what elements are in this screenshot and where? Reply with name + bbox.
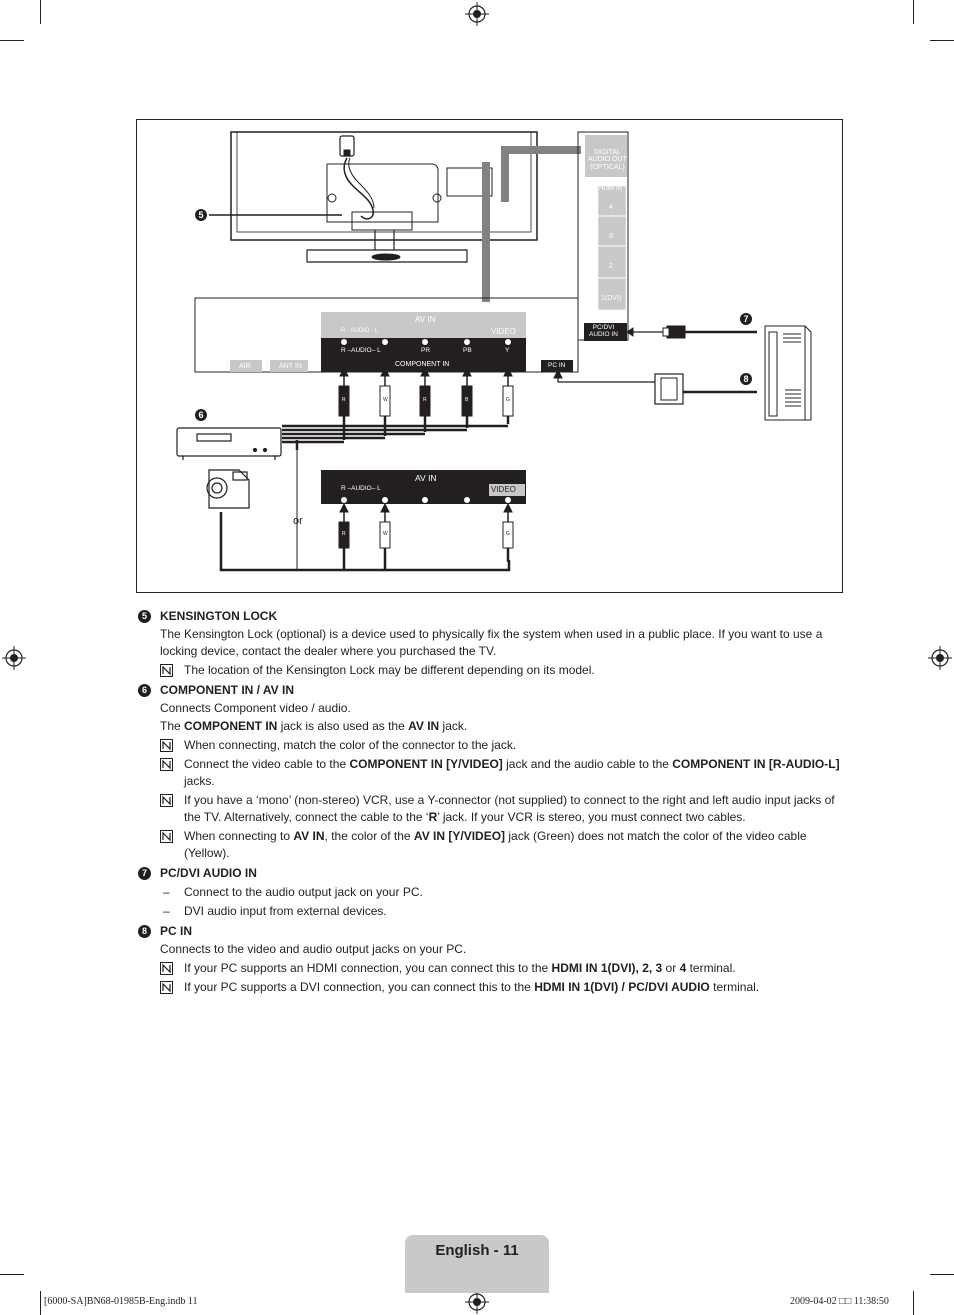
text-run-bold: HDMI IN 1(DVI) / PC/DVI AUDIO <box>534 980 710 994</box>
note-icon <box>160 830 173 843</box>
dash-text: DVI audio input from external devices. <box>184 904 387 918</box>
plug-letter: R <box>423 397 427 403</box>
r-audio-l-label: R –AUDIO– L <box>341 485 381 492</box>
av-cables <box>339 504 513 570</box>
video-label: VIDEO <box>491 485 516 494</box>
text-run-bold: HDMI IN 1(DVI), 2, 3 <box>551 961 663 975</box>
pb-label: PB <box>463 347 472 354</box>
component-cables <box>282 368 513 570</box>
text-run: jack (Green) does not match the color of the video cable (Yellow). <box>184 829 807 860</box>
text-run: jack and the audio cable to the <box>502 757 673 771</box>
text-run: ’ jack. If your VCR is stereo, you must connect two cables. <box>437 810 746 824</box>
pc-dvi-audio-in-label: PC/DVI AUDIO IN <box>589 324 618 338</box>
text-run: When connecting to <box>184 829 294 843</box>
dash-item <box>160 884 844 901</box>
text-run: If you have a ‘mono’ (non-stereo) VCR, use a Y-connector (not supplied) to connect to the right and left audio input jacks of the TV. Alternatively, connect the cable to the ‘ <box>184 793 835 824</box>
print-slug-left: [6000-SA]BN68-01985B-Eng.indb 11 <box>44 1296 198 1307</box>
section-title: PC/DVI AUDIO IN <box>160 866 257 880</box>
text-run: If your PC supports a DVI connection, you can connect this to the <box>184 980 535 994</box>
text-run-bold: COMPONENT IN <box>184 719 278 733</box>
dash-text: Connect to the audio output jack on your PC. <box>184 885 423 899</box>
section-pc-in <box>138 923 844 996</box>
text-run: jack. <box>439 719 468 733</box>
pc-dvi-cable <box>554 370 757 404</box>
registration-mark-icon <box>928 646 952 670</box>
section-body: Connects to the video and audio output jacks on your PC. <box>160 942 467 956</box>
diagram-marker: 8 <box>740 373 752 385</box>
note-text <box>184 961 736 975</box>
text-run: , the color of the <box>324 829 414 843</box>
video-label: VIDEO <box>491 327 516 336</box>
note-item <box>160 756 844 790</box>
text-run-bold: R <box>428 810 438 824</box>
hdmi-port-label: 1(DVI) <box>601 295 622 302</box>
crop-mark <box>930 40 954 41</box>
note-item <box>160 792 844 826</box>
plug-letter: G <box>506 397 510 403</box>
text-run: jacks. <box>184 774 215 788</box>
plug-letter: R <box>342 397 346 403</box>
note-text: When connecting, match the color of the connector to the jack. <box>184 738 517 752</box>
text-run-bold: AV IN <box>408 719 440 733</box>
note-item <box>160 979 844 996</box>
print-slug-right: 2009-04-02 □□ 11:38:50 <box>790 1296 889 1307</box>
note-text: The location of the Kensington Lock may be different depending on its model. <box>184 663 595 677</box>
plug-letter: B <box>465 397 469 403</box>
section-kensington-lock <box>138 608 844 679</box>
tv-back-outline <box>231 132 537 262</box>
note-text <box>184 757 840 788</box>
note-text <box>184 980 759 994</box>
note-text <box>184 829 807 860</box>
note-item <box>160 960 844 977</box>
text-run: The <box>160 719 185 733</box>
text-run-bold: AV IN <box>293 829 325 843</box>
camcorder-device-icon <box>207 470 249 508</box>
pr-label: PR <box>421 347 431 354</box>
air-label: AIR <box>239 363 251 370</box>
pc-audio-cable <box>627 326 757 338</box>
section-marker: 6 <box>138 684 151 697</box>
text-run-bold: AV IN [Y/VIDEO] <box>413 829 506 843</box>
hdmi-in-label: HDMI IN <box>599 186 622 192</box>
dash-item <box>160 903 844 920</box>
or-label: or <box>293 515 303 527</box>
hdmi-port-label: 4 <box>609 204 613 211</box>
crop-mark <box>40 1291 41 1315</box>
section-body <box>160 718 844 735</box>
tv-bottom-panel <box>195 298 578 372</box>
text-run-bold: COMPONENT IN [Y/VIDEO] <box>349 757 503 771</box>
note-icon <box>160 758 173 771</box>
digital-audio-out-label: DIGITAL AUDIO OUT (OPTICAL) <box>588 149 627 171</box>
plug-letter: G <box>506 531 510 537</box>
section-body: Connects Component video / audio. <box>160 701 351 715</box>
crop-mark <box>930 1274 954 1275</box>
manual-content <box>138 606 844 998</box>
registration-mark-icon <box>2 646 26 670</box>
note-text <box>184 793 835 824</box>
registration-mark-icon <box>465 1290 489 1314</box>
plug-letter: W <box>383 397 388 403</box>
text-run: terminal. <box>686 961 736 975</box>
diagram-marker: 6 <box>195 409 207 421</box>
crop-mark <box>913 0 914 24</box>
connection-diagram <box>136 119 843 593</box>
registration-mark-icon <box>465 2 489 26</box>
text-run: If your PC supports an HDMI connection, you can connect this to the <box>184 961 552 975</box>
section-title: KENSINGTON LOCK <box>160 609 278 623</box>
note-icon <box>160 664 173 677</box>
vcr-device-icon <box>177 428 281 460</box>
audio-label: R - AUDIO - L <box>341 328 379 334</box>
hdmi-port-label: 2 <box>609 263 613 270</box>
note-item <box>160 828 844 862</box>
crop-mark <box>0 40 24 41</box>
cable-bar <box>501 146 581 154</box>
hdmi-port-label: 3 <box>609 233 613 240</box>
text-run: jack is also used as the <box>277 719 409 733</box>
text-run-bold: 4 <box>679 961 687 975</box>
text-run: terminal. <box>709 980 760 994</box>
text-run: or <box>662 961 680 975</box>
plug-letter: W <box>383 531 388 537</box>
plug-letter: R <box>342 531 346 537</box>
section-component-av-in <box>138 682 844 862</box>
ant-in-label: ANT IN <box>279 363 302 370</box>
y-label: Y <box>505 347 510 354</box>
section-title: COMPONENT IN / AV IN <box>160 683 295 697</box>
kensington-lock-icon <box>340 136 374 219</box>
cable-bar <box>501 154 509 202</box>
section-body: The Kensington Lock (optional) is a device used to physically fix the system when used in a public place. If you want to use a locking device, contact the dealer where you purchased the TV. <box>160 627 823 658</box>
section-pc-dvi-audio-in <box>138 865 844 920</box>
pc-tower-icon <box>765 326 811 420</box>
dash-symbol: – <box>163 885 170 899</box>
crop-mark <box>0 1274 24 1275</box>
dash-symbol: – <box>163 904 170 918</box>
section-marker: 7 <box>138 867 151 880</box>
connection-diagram-drawing <box>137 120 843 593</box>
note-item <box>160 737 844 754</box>
note-item <box>160 662 844 679</box>
note-icon <box>160 981 173 994</box>
page-number-tab <box>405 1235 549 1293</box>
page-number-label: English - 11 <box>435 1242 519 1259</box>
component-in-label: COMPONENT IN <box>395 361 450 368</box>
diagram-marker: 5 <box>195 209 207 221</box>
note-icon <box>160 739 173 752</box>
av-in-label: AV IN <box>415 315 436 324</box>
section-marker: 8 <box>138 925 151 938</box>
crop-mark <box>40 0 41 24</box>
av-in-label: AV IN <box>415 473 437 483</box>
pc-in-label: PC IN <box>548 362 566 369</box>
text-run-bold: COMPONENT IN [R-AUDIO-L] <box>672 757 840 771</box>
device-cable <box>221 440 509 570</box>
r-audio-l-label: R –AUDIO– L <box>341 347 381 354</box>
section-title: PC IN <box>160 924 193 938</box>
text-run: Connect the video cable to the <box>184 757 350 771</box>
crop-mark <box>913 1291 914 1315</box>
note-icon <box>160 794 173 807</box>
cable-bar <box>482 162 490 302</box>
diagram-marker: 7 <box>740 313 752 325</box>
note-icon <box>160 962 173 975</box>
section-marker: 5 <box>138 610 151 623</box>
